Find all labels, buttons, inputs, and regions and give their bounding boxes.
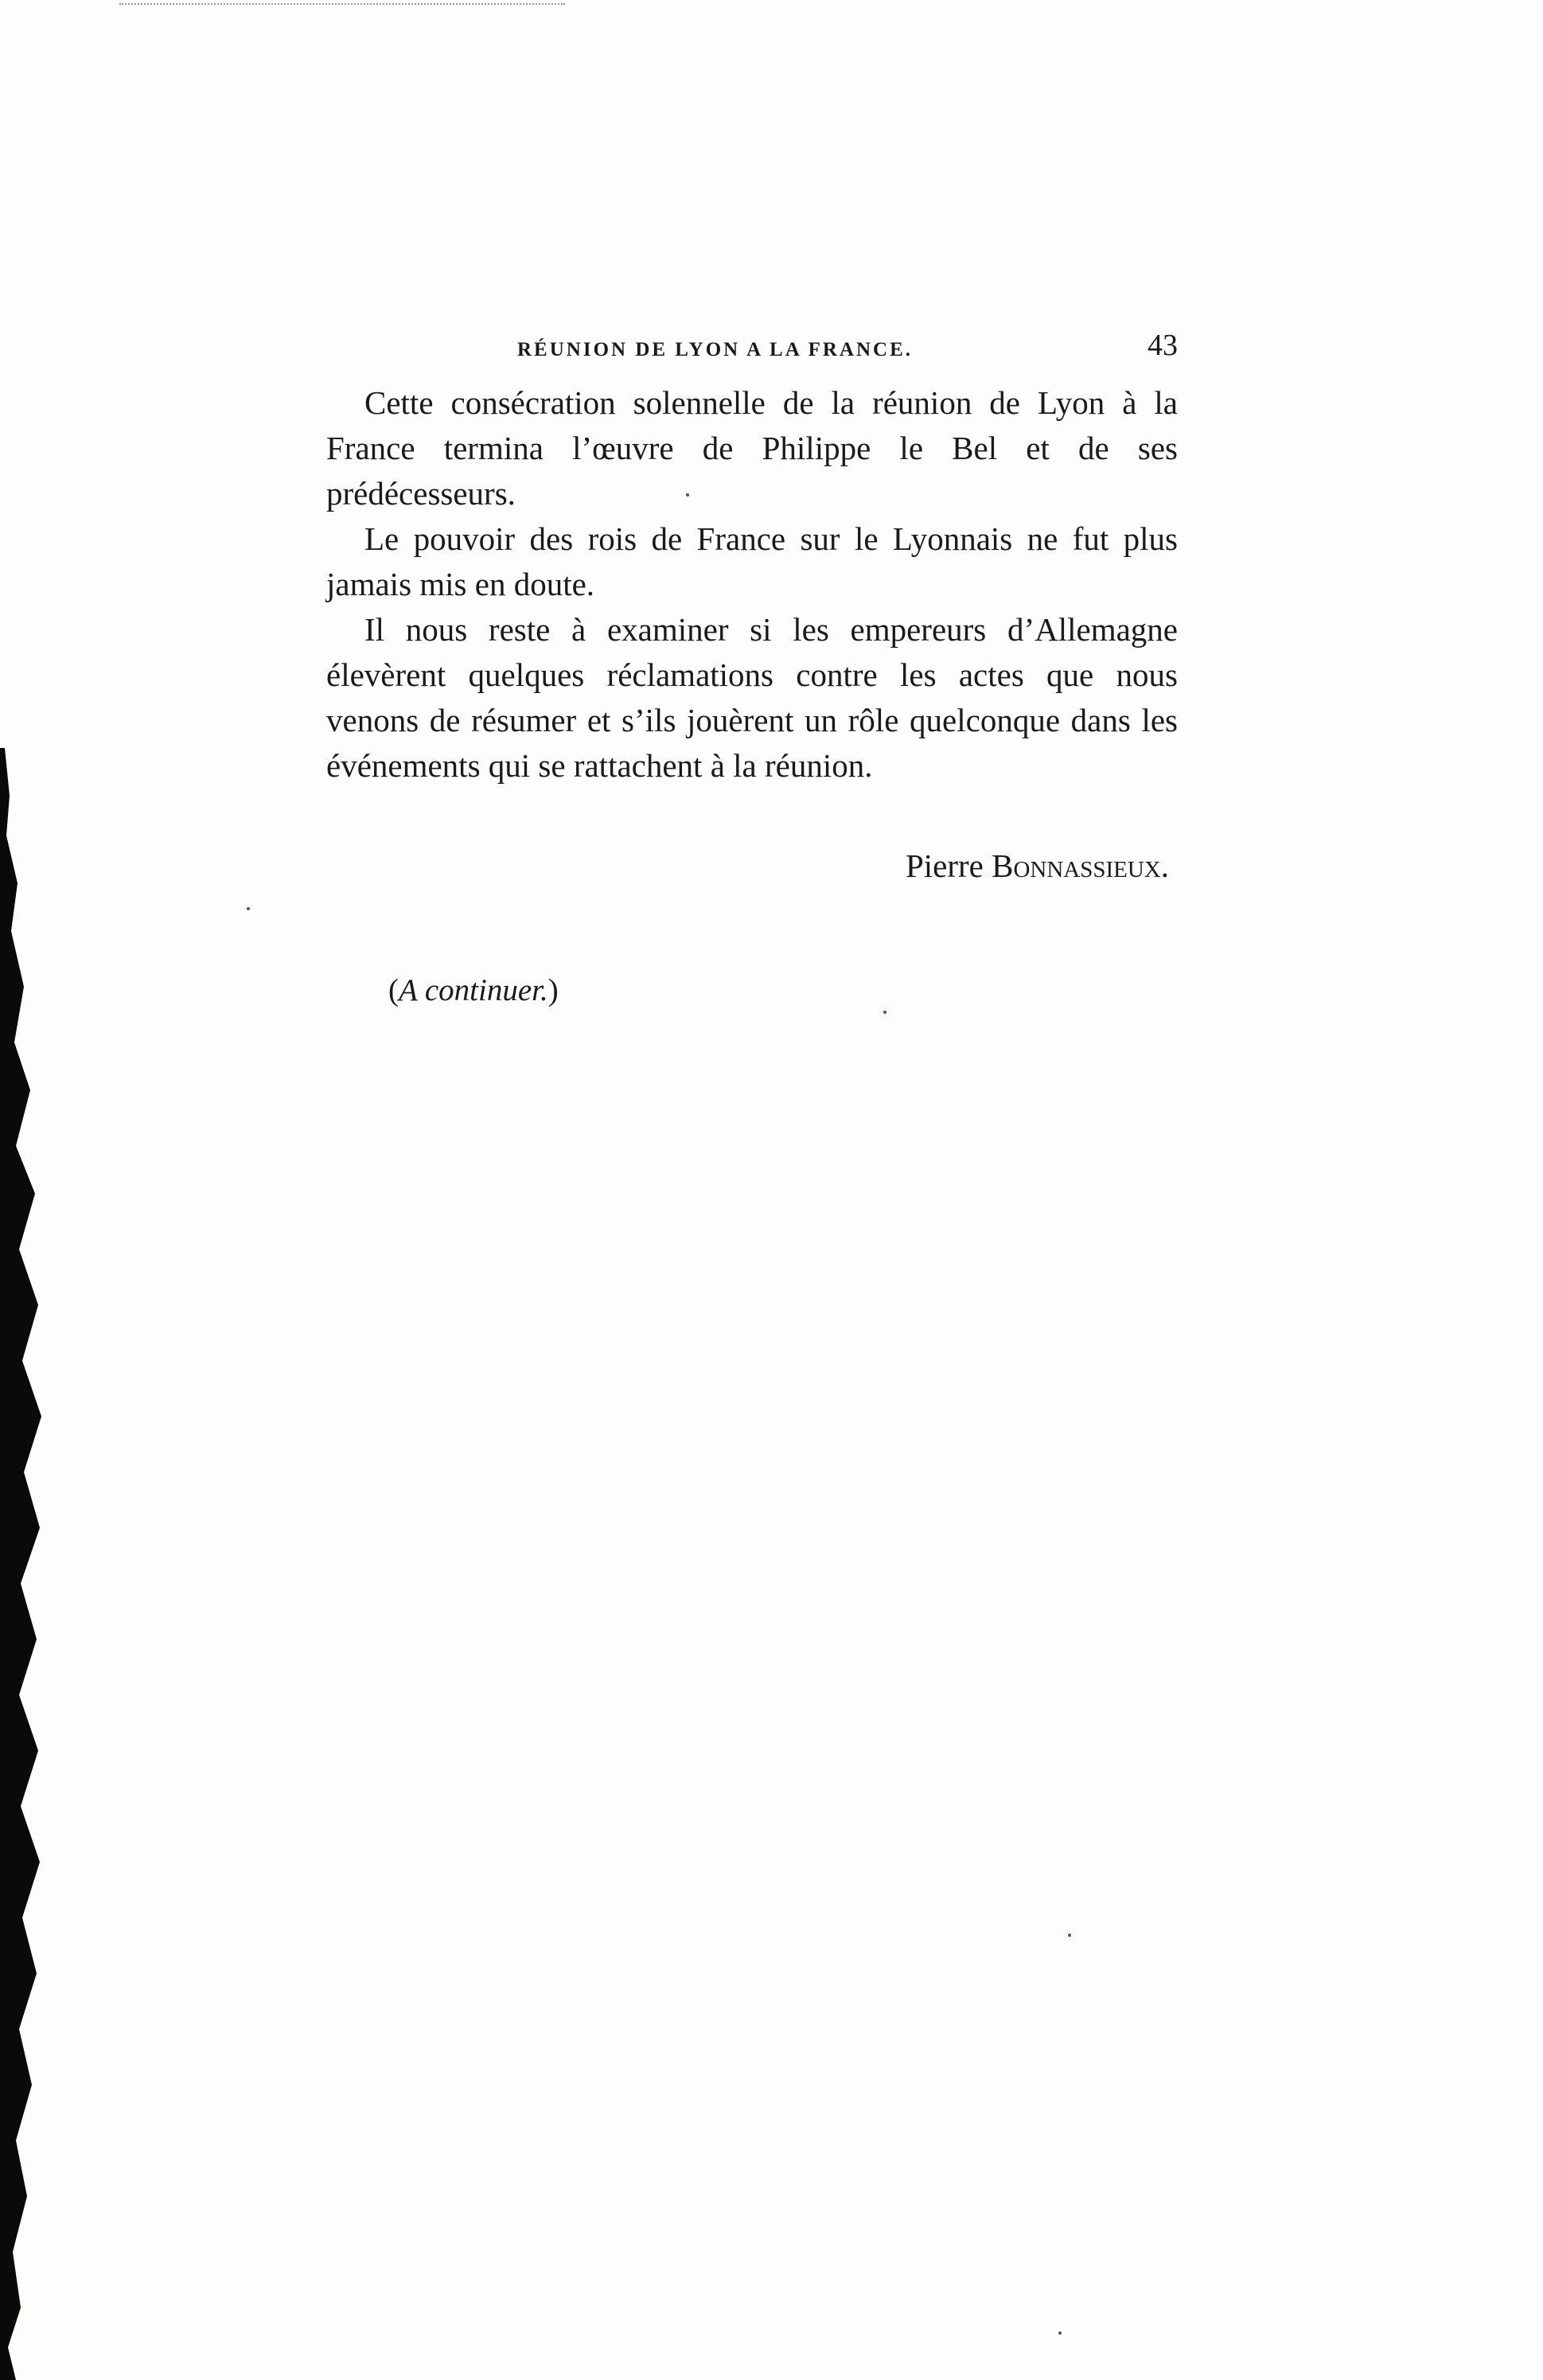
author-signature xyxy=(906,847,1169,885)
author-surname: Bonnassieux. xyxy=(992,847,1169,884)
running-head xyxy=(326,328,1178,376)
paragraph-2: Le pouvoir des rois de France sur le Lyonnais ne fut plus jamais mis en doute. xyxy=(326,520,1178,602)
continuation-note xyxy=(388,972,559,1008)
running-title: RÉUNION DE LYON A LA FRANCE. xyxy=(517,339,914,360)
continuation-open-paren: ( xyxy=(388,973,399,1007)
scan-artifact-rule xyxy=(119,3,565,5)
ink-speck xyxy=(686,493,689,497)
ink-speck xyxy=(1068,1934,1071,1937)
author-first-name: Pierre xyxy=(905,847,984,884)
body-text xyxy=(326,380,1178,789)
ink-speck xyxy=(883,1011,886,1014)
paragraph-1: Cette consécration solennelle de la réunion de Lyon à la France termina l’œuvre de Philippe le Bel et de ses prédécesseurs. xyxy=(326,384,1178,512)
paragraph-3: Il nous reste à examiner si les empereurs d’Allemagne élevèrent quelques réclamations contre les actes que nous venons de résumer et s’ils jouèrent un rôle quelconque dans les événements qui se rattachent à la réunion. xyxy=(326,611,1178,784)
page-number: 43 xyxy=(1148,329,1178,362)
ink-speck xyxy=(1058,2331,1062,2335)
continuation-text: A continuer. xyxy=(399,973,548,1007)
ink-speck xyxy=(247,907,250,910)
torn-binding-edge xyxy=(0,748,64,2380)
continuation-close-paren: ) xyxy=(547,973,559,1007)
